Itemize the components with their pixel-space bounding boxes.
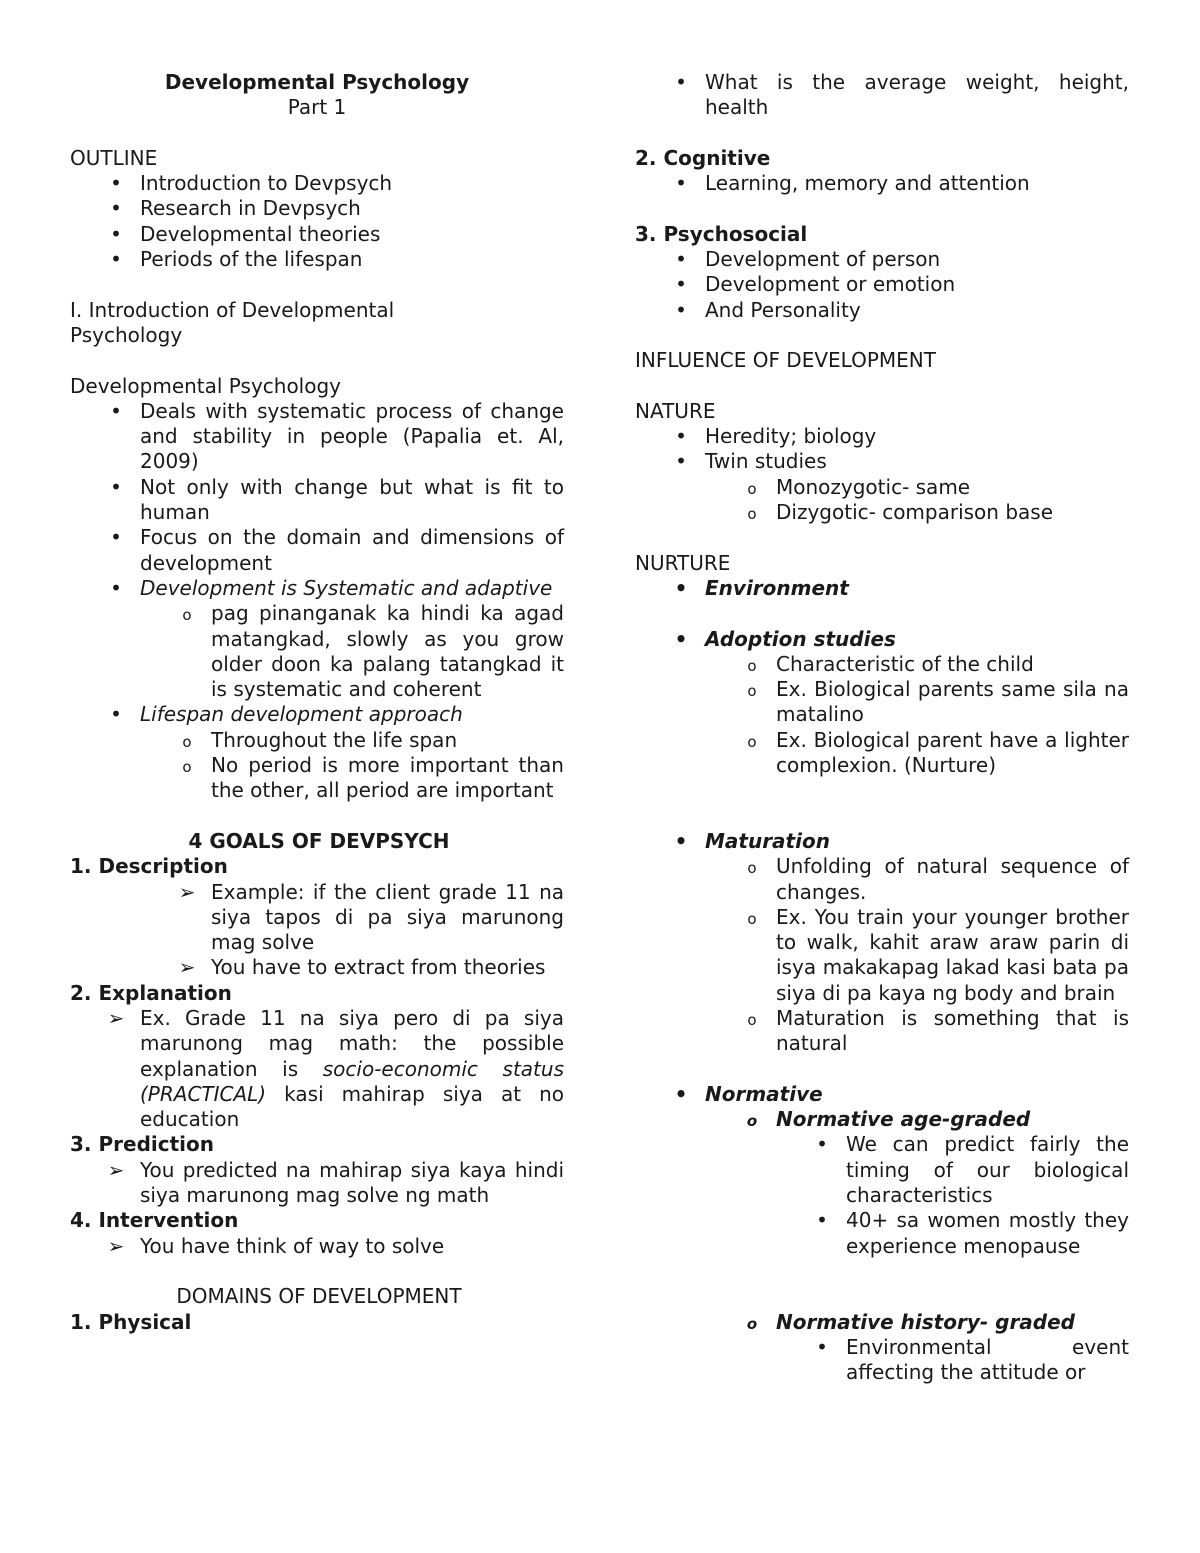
bullet-icon (671, 576, 691, 601)
intro-heading: I. Introduction of Developmental Psychology (70, 297, 395, 347)
sub-list-item: o No period is more important than the other, all period are important (70, 753, 564, 804)
goal-description-list (70, 880, 564, 981)
list-item: • Maturation (635, 829, 1129, 854)
arrow-bullet-icon (106, 1158, 126, 1183)
bullet-icon (106, 171, 126, 196)
list-item: • Twin studies (635, 449, 1129, 474)
sub-list-item: ➢ Example: if the client grade 11 na siya tapos di pa siya marunong mag solve (70, 880, 564, 956)
goal-intervention-list (70, 1234, 564, 1259)
circle-bullet-icon (742, 677, 762, 704)
outline-item: • Introduction to Devpsych (70, 171, 564, 196)
bullet-icon (671, 449, 691, 474)
right-column (635, 70, 1129, 1385)
list-item: • Lifespan development approach (70, 702, 564, 727)
domain-physical: 1. Physical (70, 1309, 192, 1334)
intro-subheading: Developmental Psychology (70, 373, 342, 398)
sub-list-item: ➢ You have think of way to solve (70, 1234, 564, 1259)
nurture-list (635, 576, 1129, 601)
bullet-icon (671, 70, 691, 95)
nature-list (635, 424, 1129, 525)
bullet-icon (671, 1082, 691, 1107)
domains-heading: DOMAINS OF DEVELOPMENT (176, 1284, 462, 1309)
goal-explanation-list (70, 1006, 564, 1132)
sub-list-item: o Ex. Biological parents same sila na matalino (635, 677, 1129, 728)
goal-prediction-list (70, 1158, 564, 1209)
list-item: • Normative (635, 1082, 1129, 1107)
outline-item: • Research in Devpsych (70, 196, 564, 221)
circle-bullet-icon (177, 601, 197, 628)
list-item: • What is the average weight, height, health (635, 70, 1129, 121)
influence-heading: INFLUENCE OF DEVELOPMENT (635, 348, 936, 373)
sub-list-item: o Ex. You train your younger brother to walk, kahit araw araw parin di isya makakapag lakad kasi bata pa siya di pa kaya ng body and brain (635, 905, 1129, 1006)
sub-list-item: o Dizygotic- comparison base (635, 500, 1129, 525)
bullet-icon (106, 576, 126, 601)
maturation-list (635, 829, 1129, 1057)
sub-list-item: o Maturation is something that is natural (635, 1006, 1129, 1057)
physical-list (635, 70, 1129, 121)
psychosocial-list (635, 247, 1129, 323)
sub-list-item: o pag pinanganak ka hindi ka agad matangkad, slowly as you grow older doon ka palang tatangkad it is systematic and coherent (70, 601, 564, 702)
nurture-heading: NURTURE (635, 550, 731, 575)
document-title: Developmental Psychology (164, 70, 470, 94)
list-item: • Development or emotion (635, 272, 1129, 297)
goal-explanation: 2. Explanation (70, 980, 232, 1005)
arrow-bullet-icon (106, 1234, 126, 1259)
sub-list-item: o Throughout the life span (70, 728, 564, 753)
bullet-icon (671, 298, 691, 323)
bullet-icon (106, 196, 126, 221)
circle-bullet-icon (177, 728, 197, 755)
list-item: • Heredity; biology (635, 424, 1129, 449)
arrow-bullet-icon (177, 880, 197, 905)
circle-bullet-icon (742, 652, 762, 679)
bullet-icon (106, 702, 126, 727)
bullet-icon (106, 399, 126, 424)
list-item: • Environment (635, 576, 1129, 601)
circle-bullet-icon (742, 728, 762, 755)
outline-item: • Periods of the lifespan (70, 247, 564, 272)
list-item: • Learning, memory and attention (635, 171, 1129, 196)
bullet-icon (812, 1132, 832, 1157)
bullet-icon (671, 247, 691, 272)
adoption-list (635, 627, 1129, 779)
sub-list-item: o Unfolding of natural sequence of changes. (635, 854, 1129, 905)
sub-list-item: o Monozygotic- same (635, 475, 1129, 500)
circle-bullet-icon (177, 753, 197, 780)
intro-list (70, 399, 564, 804)
bullet-icon (106, 525, 126, 550)
list-item: • Adoption studies (635, 627, 1129, 652)
sub-list-item: o Ex. Biological parent have a lighter complexion. (Nurture) (635, 728, 1129, 779)
bullet-icon (812, 1335, 832, 1360)
sub-list-item: o Normative age-graded (635, 1107, 1129, 1132)
goal-description: 1. Description (70, 854, 228, 879)
sub-list-item: o Characteristic of the child (635, 652, 1129, 677)
bullet-icon (812, 1208, 832, 1233)
bullet-icon (106, 222, 126, 247)
bullet-icon (106, 247, 126, 272)
circle-bullet-icon (742, 500, 762, 527)
sub-list-item: ➢ You predicted na mahirap siya kaya hindi siya marunong mag solve ng math (70, 1158, 564, 1209)
list-item: • Focus on the domain and dimensions of development (70, 525, 564, 576)
goal-intervention: 4. Intervention (70, 1208, 239, 1233)
outline-item: • Developmental theories (70, 222, 564, 247)
left-column (70, 70, 564, 1335)
circle-bullet-icon (742, 905, 762, 932)
document-subtitle: Part 1 (287, 95, 347, 120)
outline-list (70, 171, 564, 272)
goals-heading: 4 GOALS OF DEVPSYCH (188, 828, 450, 853)
arrow-bullet-icon (106, 1006, 126, 1031)
list-item: • Not only with change but what is fit to human (70, 475, 564, 526)
bullet-icon (106, 475, 126, 500)
list-item: • Development of person (635, 247, 1129, 272)
circle-bullet-icon (742, 1310, 762, 1337)
list-item: • Deals with systematic process of change and stability in people (Papalia et. Al, 2009) (70, 399, 564, 475)
bullet-icon (671, 829, 691, 854)
circle-bullet-icon (742, 1006, 762, 1033)
sub-list-item: ➢ Ex. Grade 11 na siya pero di pa siya marunong mag math: the possible explanation is socio-economic status (PRACTICAL) kasi mahirap siya at no education (70, 1006, 564, 1132)
circle-bullet-icon (742, 854, 762, 881)
sub-sub-list-item: • Environmental event affecting the attitude or (635, 1335, 1129, 1386)
cognitive-list (635, 171, 1129, 196)
list-item: • And Personality (635, 298, 1129, 323)
bullet-icon (671, 171, 691, 196)
list-item: • Development is Systematic and adaptive (70, 576, 564, 601)
bullet-icon (671, 272, 691, 297)
sub-list-item: o Normative history- graded (635, 1310, 1129, 1335)
bullet-icon (671, 424, 691, 449)
nature-heading: NATURE (635, 398, 716, 423)
outline-heading: OUTLINE (70, 145, 158, 170)
goal-prediction: 3. Prediction (70, 1132, 214, 1157)
bullet-icon (671, 627, 691, 652)
sub-list-item: ➢ You have to extract from theories (70, 955, 564, 980)
domain-cognitive: 2. Cognitive (635, 145, 771, 170)
domain-psychosocial: 3. Psychosocial (635, 221, 808, 246)
sub-sub-list-item: • We can predict fairly the timing of our biological characteristics (635, 1132, 1129, 1208)
sub-sub-list-item: • 40+ sa women mostly they experience menopause (635, 1208, 1129, 1259)
normative-list (635, 1082, 1129, 1259)
arrow-bullet-icon (177, 955, 197, 980)
circle-bullet-icon (742, 475, 762, 502)
history-graded-list (635, 1310, 1129, 1386)
circle-bullet-icon (742, 1107, 762, 1134)
